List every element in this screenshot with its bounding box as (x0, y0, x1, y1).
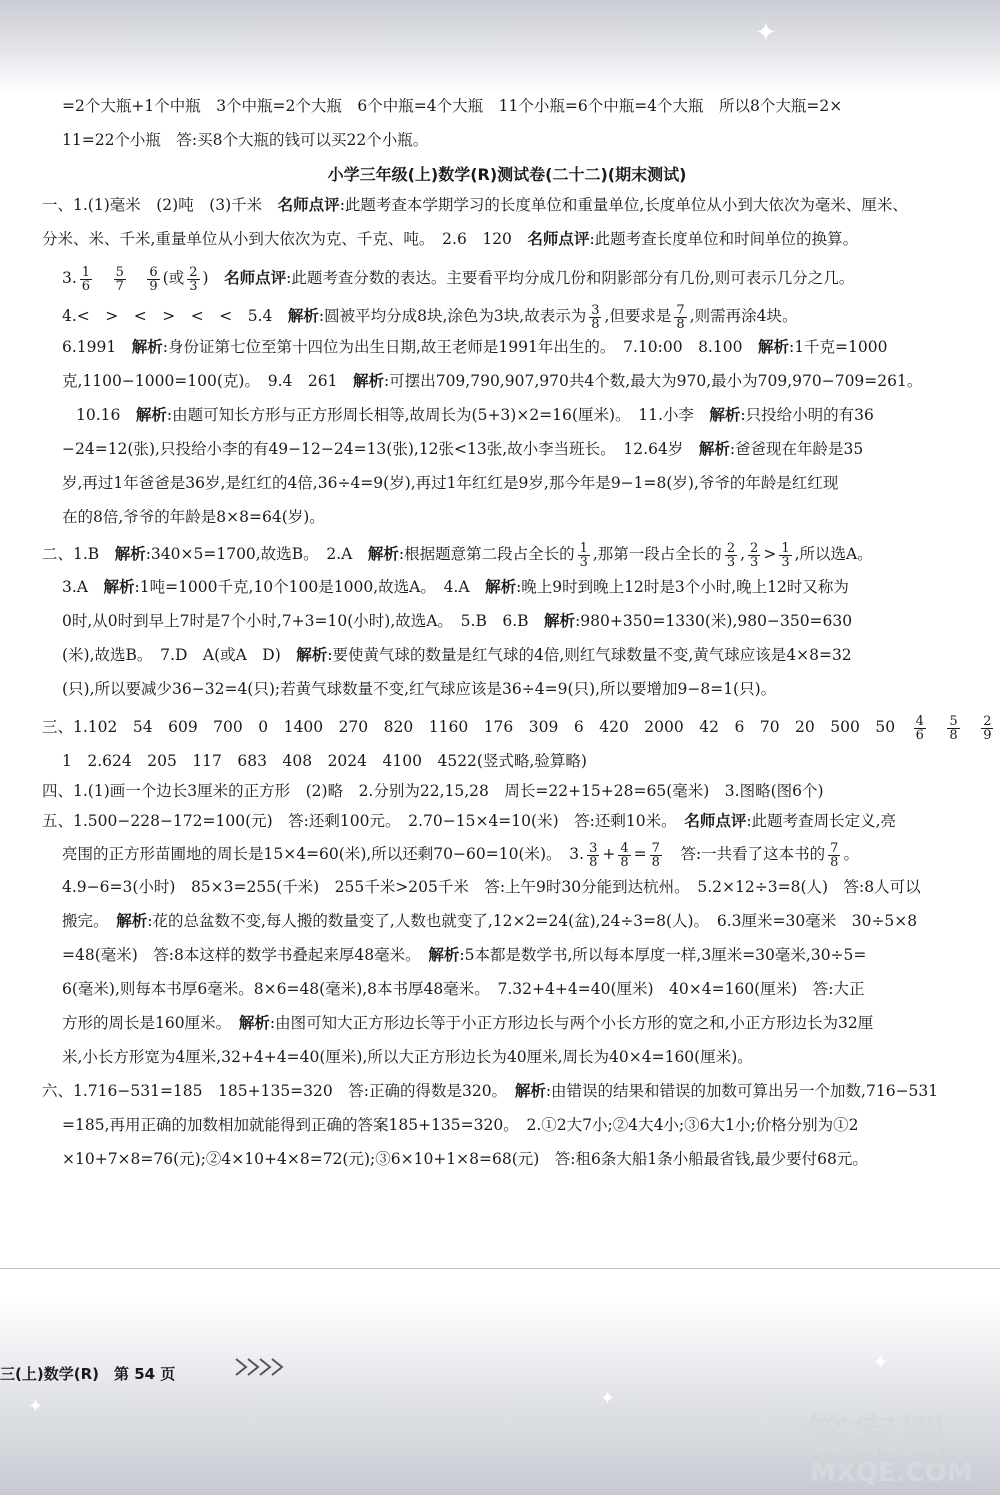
sparkle-icon: ✦ (755, 18, 777, 48)
fraction: $\frac{1}{3}$ (781, 540, 790, 570)
section-6-line: =185,再用正确的加数相加就能得到正确的答案185+135=320。 2.①2大7小;②4大4小;③6大1小;价格分别为①2 (62, 1116, 859, 1134)
section-1-line: 3. $\frac{1}{6}$ $\frac{5}{7}$ $\frac{6}{9}$ (或 $\frac{2}{3}$ ) 名师点评:此题考查分数的表达。主要看平均分成几份和阴影部分有几份,则可表示几分之几。 (62, 264, 855, 294)
watermark-url: MXQE.COM (810, 1458, 973, 1488)
section-5-line: 五、1.500−228−172=100(元) 答:还剩100元。 2.70−15×4=10(米) 答:还剩10米。 名师点评:此题考查周长定义,亮 (42, 812, 896, 830)
fraction: $\frac{3}{8}$ (589, 840, 598, 870)
sparkle-icon: ✦ (872, 1350, 889, 1374)
section-5-line: 4.9−6=3(小时) 85×3=255(千米) 255千米>205千米 答:上午9时30分能到达杭州。 5.2×12÷3=8(人) 答:8人可以 (62, 878, 921, 896)
fraction: $\frac{5}{8}$ (949, 713, 958, 743)
section-6-line: ×10+7×8=76(元);②4×10+4×8=72(元);③6×10+1×8=68(元) 答:租6条大船1条小船最省钱,最少要付68元。 (62, 1150, 868, 1168)
fraction: $\frac{1}{3}$ (579, 540, 588, 570)
section-1-line: 6.1991 解析:身份证第七位至第十四位为出生日期,故王老师是1991年出生的。 7.10:00 8.100 解析:1千克=1000 (62, 338, 888, 356)
fraction: $\frac{6}{9}$ (149, 264, 158, 294)
fraction: $\frac{4}{8}$ (620, 840, 629, 870)
page-title: 小学三年级(上)数学(R)测试卷(二十二)(期末测试) (327, 165, 687, 184)
fraction: $\frac{7}{8}$ (651, 840, 660, 870)
fraction: $\frac{2}{3}$ (726, 540, 736, 570)
fraction: $\frac{2}{9}$ (983, 713, 992, 743)
page-number-label: 三(上)数学(R) 第 54 页 (0, 1365, 176, 1383)
section-1-line: 在的8倍,爷爷的年龄是8×8=64(岁)。 (62, 508, 325, 526)
section-1-line: 分米、米、千米,重量单位从小到大依次为克、千克、吨。 2.6 120 名师点评:此题考查长度单位和时间单位的换算。 (42, 230, 859, 248)
fraction: $\frac{7}{8}$ (830, 840, 839, 870)
section-1-line: −24=12(张),只投给小李的有49−12−24=13(张),12张<13张,故小李当班长。 12.64岁 解析:爸爸现在年龄是35 (62, 440, 864, 458)
section-1-line: 岁,再过1年爸爸是36岁,是红红的4倍,36÷4=9(岁),再过1年红红是9岁,那今年是9−1=8(岁),爷爷的年龄是红红现 (62, 474, 839, 492)
sparkle-icon: ✦ (600, 1388, 616, 1409)
footer-divider (0, 1268, 1000, 1269)
continuation-line: 11=22个小瓶 答:买8个大瓶的钱可以买22个小瓶。 (62, 131, 429, 149)
fraction: $\frac{4}{6}$ (915, 713, 924, 743)
section-5-line: =48(毫米) 答:8本这样的数学书叠起来厚48毫米。 解析:5本都是数学书,所以每本厚度一样,3厘米=30毫米,30÷5= (62, 946, 867, 964)
answer-page-content (42, 96, 992, 1169)
section-1-line: 克,1100−1000=100(克)。 9.4 261 解析:可摆出709,790,907,970共4个数,最大为970,最小为709,970−709=261。 (62, 372, 923, 390)
section-5-line: 米,小长方形宽为4厘米,32+4+4=40(厘米),所以大正方形边长为40厘米,周长为40×4=160(厘米)。 (62, 1048, 753, 1066)
section-2-line: 3.A 解析:1吨=1000千克,10个100是1000,故选A。 4.A 解析:晚上9时到晚上12时是3个小时,晚上12时又称为 (62, 578, 849, 596)
section-6-line: 六、1.716−531=185 185+135=320 答:正确的得数是320。 解析:由错误的结果和错误的加数可算出另一个加数,716−531 (42, 1082, 939, 1100)
section-1-line: 4.< > < > < < 5.4 解析:圆被平均分成8块,涂色为3块,故表示为 $\frac{3}{8}$ ,但要求是 $\frac{7}{8}$ ,则需再涂4块。 (62, 302, 798, 332)
section-4-line: 四、1.(1)画一个边长3厘米的正方形 (2)略 2.分别为22,15,28 周长=22+15+28=65(毫米) 3.图略(图6个) (42, 782, 824, 800)
watermark-logo: 答案圈 (805, 1411, 949, 1462)
section-2-line: (只),所以要减少36−32=4(只);若黄气球数量不变,红气球应该是36÷4=9(只),所以要增加9−8=1(只)。 (62, 680, 777, 698)
section-3-line: 三、1.102 54 609 700 0 1400 270 820 1160 176 309 6 420 2000 42 6 70 20 500 50 $\frac{4}{6}$ $\frac{5}{8}$ $\frac{2}{9}$ (42, 713, 992, 743)
section-1-line: 10.16 解析:由题可知长方形与正方形周长相等,故周长为(5+3)×2=16(厘米)。 11.小李 解析:只投给小明的有36 (76, 406, 874, 424)
section-5-line: 搬完。 解析:花的总盆数不变,每人搬的数量变了,人数也就变了,12×2=24(盆),24÷3=8(人)。 6.3厘米=30毫米 30÷5×8 (62, 912, 918, 930)
section-2-line: 二、1.B 解析:340×5=1700,故选B。 2.A 解析:根据题意第二段占全长的 $\frac{1}{3}$ ,那第一段占全长的 $\frac{2}{3}$ , $\frac{2}{3}$ > $\frac{1}{3}$ ,所以选A。 (42, 540, 873, 570)
chevron-arrows-icon (232, 1355, 292, 1379)
fraction: $\frac{7}{8}$ (676, 302, 685, 332)
section-5-line: 6(毫米),则每本书厚6毫米。8×6=48(毫米),8本书厚48毫米。 7.32+4+4=40(厘米) 40×4=160(厘米) 答:大正 (62, 980, 865, 998)
section-2-line: (米),故选B。 7.D A(或A D) 解析:要使黄气球的数量是红气球的4倍,则红气球数量不变,黄气球应该是4×8=32 (62, 646, 852, 664)
fraction: $\frac{2}{3}$ (750, 540, 759, 570)
section-2-line: 0时,从0时到早上7时是7个小时,7+3=10(小时),故选A。 5.B 6.B 解析:980+350=1330(米),980−350=630 (62, 612, 853, 630)
section-3-line: 1 2.624 205 117 683 408 2024 4100 4522(竖式略,验算略) (62, 752, 587, 770)
continuation-line: =2个大瓶+1个中瓶 3个中瓶=2个大瓶 6个中瓶=4个大瓶 11个小瓶=6个中瓶=4个大瓶 所以8个大瓶=2× (62, 97, 843, 115)
section-1-line: 一、1.(1)毫米 (2)吨 (3)千米 名师点评:此题考查本学期学习的长度单位和重量单位,长度单位从小到大依次为毫米、厘米、 (42, 196, 908, 214)
sparkle-icon: ✦ (28, 1396, 44, 1417)
fraction: $\frac{3}{8}$ (591, 302, 600, 332)
fraction: $\frac{1}{6}$ (81, 264, 91, 294)
section-5-line: 亮围的正方形苗圃地的周长是15×4=60(米),所以还剩70−60=10(米)。 3. $\frac{3}{8}$ + $\frac{4}{8}$ = $\frac{7}{8}$ 答:一共看了这本书的 $\frac{7}{8}$ 。 (62, 840, 859, 870)
section-5-line: 方形的周长是160厘米。 解析:由图可知大正方形边长等于小正方形边长与两个小长方形的宽之和,小正方形边长为32厘 (62, 1014, 874, 1032)
top-decorative-band (0, 0, 1000, 95)
fraction: $\frac{5}{7}$ (115, 264, 124, 294)
fraction: $\frac{2}{3}$ (189, 264, 198, 294)
